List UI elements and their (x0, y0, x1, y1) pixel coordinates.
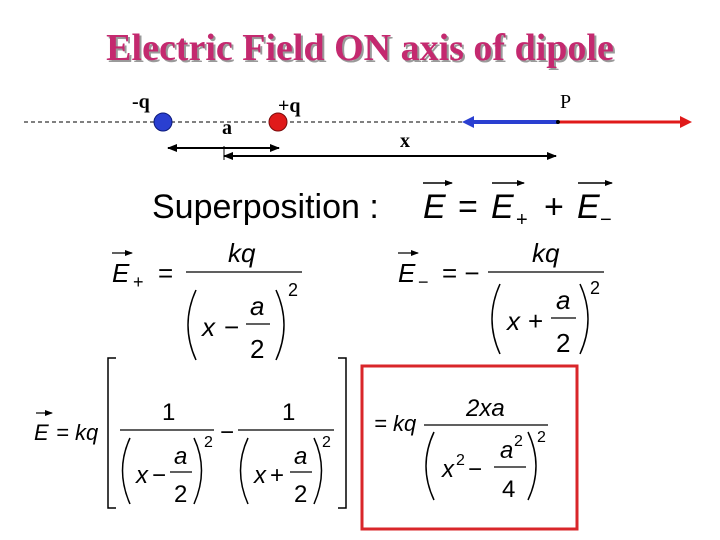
e-total-op1: − (152, 462, 167, 489)
e-minus-formula (398, 238, 604, 358)
result-power: 2 (537, 429, 546, 446)
right-paren (528, 432, 536, 500)
e-total-one-a: 1 (162, 399, 176, 426)
e-total-two: 2 (174, 481, 188, 508)
result-minus: − (468, 456, 483, 483)
e-minus-x: x (507, 306, 520, 336)
left-paren (188, 290, 196, 360)
e-minus-numerator: kq (532, 238, 560, 268)
result-x-power: 2 (456, 452, 465, 469)
left-paren (123, 438, 131, 504)
superposition-plus: + (544, 188, 564, 226)
e-total-power: 2 (322, 434, 331, 451)
superposition-equals: = (458, 188, 478, 226)
subscript-plus: + (516, 209, 528, 231)
e-total-op2: + (270, 462, 285, 489)
e-minus-two: 2 (556, 328, 571, 358)
negative-charge (154, 113, 172, 131)
left-paren (492, 284, 500, 354)
e-plus-lhs: E (112, 258, 130, 288)
right-bracket (338, 358, 346, 508)
superposition-e-minus: E (577, 188, 600, 226)
result-a-power: 2 (514, 433, 523, 450)
dipole-diagram (24, 91, 692, 160)
superposition-label: Superposition : (152, 188, 379, 226)
superposition-e: E (423, 188, 446, 226)
e-plus-x: x (202, 312, 215, 342)
distance-label: x (400, 130, 410, 152)
e-minus-a: a (556, 285, 571, 315)
e-total-two: 2 (294, 481, 308, 508)
e-total-x: x (136, 462, 148, 489)
point-p (556, 120, 560, 124)
right-paren (314, 438, 322, 504)
e-total-formula (34, 358, 346, 508)
e-plus-power: 2 (288, 280, 299, 300)
result-formula (374, 395, 548, 503)
result-highlight-box (362, 366, 577, 529)
e-minus-lhs-sub: − (418, 272, 429, 292)
e-total-a: a (174, 443, 188, 470)
point-p-label: P (560, 91, 572, 113)
superposition-equation (152, 183, 612, 231)
e-minus-power: 2 (590, 278, 601, 298)
result-four: 4 (502, 476, 516, 503)
left-bracket (108, 358, 116, 508)
neg-charge-label: -q (132, 91, 150, 113)
e-minus-equals: = − (442, 258, 480, 288)
e-total-x: x (254, 462, 266, 489)
result-x: x (442, 456, 454, 483)
e-plus-numerator: kq (228, 238, 256, 268)
superposition-e-plus: E (491, 188, 514, 226)
e-total-power: 2 (204, 434, 213, 451)
left-paren (241, 438, 249, 504)
subscript-minus: − (600, 209, 612, 231)
result-numerator: 2xa (466, 395, 505, 422)
e-total-equals: = kq (56, 420, 99, 445)
e-plus-op: − (224, 312, 240, 342)
e-minus-op: + (528, 306, 544, 336)
field-minus-arrowhead (462, 116, 474, 128)
left-paren (426, 432, 434, 500)
slide-title: Electric Field ON axis of dipole (106, 27, 614, 69)
e-plus-equals: = (158, 258, 174, 288)
result-a: a (500, 437, 514, 464)
e-plus-formula (112, 238, 302, 364)
e-total-lhs: E (34, 420, 49, 445)
result-equals: = kq (374, 411, 417, 436)
pos-charge-label: +q (278, 95, 301, 117)
e-total-one-b: 1 (282, 399, 296, 426)
e-plus-a: a (250, 291, 265, 321)
e-plus-two: 2 (250, 334, 265, 364)
e-minus-lhs: E (398, 258, 416, 288)
e-total-minus: − (220, 419, 235, 446)
right-paren (276, 290, 284, 360)
field-plus-arrowhead (680, 116, 692, 128)
separation-label: a (222, 117, 232, 139)
right-paren (194, 438, 202, 504)
e-plus-lhs-sub: + (133, 272, 144, 292)
e-total-a: a (294, 443, 308, 470)
right-paren (580, 284, 588, 354)
